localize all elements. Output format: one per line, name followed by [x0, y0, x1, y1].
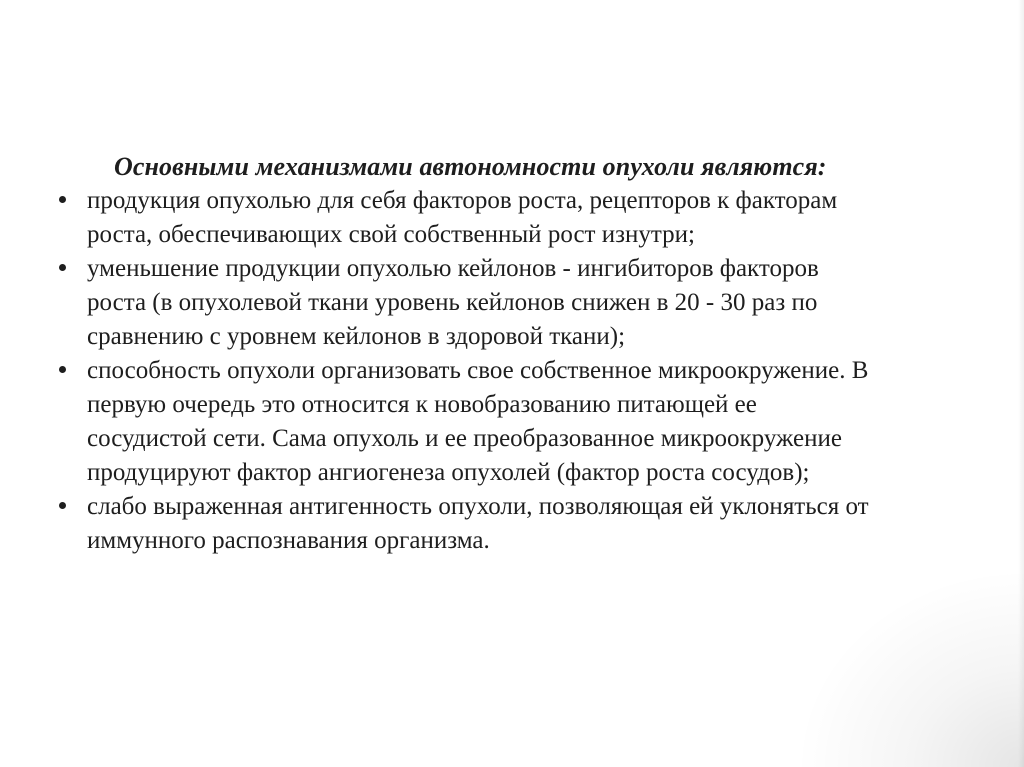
page-curl-shadow	[794, 567, 1024, 767]
slide-heading: Основными механизмами автономности опухоли являются:	[114, 152, 827, 181]
bullet-text-line: продукция опухолью для себя факторов роста, рецепторов к факторам	[87, 187, 838, 214]
bullet-text-line: иммунного распознавания организма.	[87, 527, 490, 554]
bullet-text-line: первую очередь это относится к новобразованию питающей ее	[87, 391, 757, 418]
bullet-text-line: продуцируют фактор ангиогенеза опухолей (фактор роста сосудов);	[87, 459, 810, 486]
bullet-text-line: сосудистой сети. Сама опухоль и ее преобразованное микроокружение	[87, 425, 842, 452]
slide-content	[58, 150, 993, 558]
bullet-text-line: роста (в опухолевой ткани уровень кейлонов снижен в 20 - 30 раз по	[87, 289, 818, 316]
bullet-text-line: слабо выраженная антигенность опухоли, позволяющая ей уклоняться от	[87, 493, 869, 520]
bullet-dot-icon	[58, 490, 74, 524]
bullet-dot-icon	[58, 252, 74, 286]
bullet-item	[58, 354, 993, 490]
bullet-text-line: способность опухоли организовать свое собственное микроокружение. В	[87, 357, 869, 384]
bullet-text-line: роста, обеспечивающих свой собственный рост изнутри;	[87, 221, 695, 248]
bullet-text-line: сравнению с уровнем кейлонов в здоровой ткани);	[87, 323, 626, 350]
bullet-item	[58, 252, 993, 354]
bullet-item	[58, 490, 993, 558]
bullet-list	[58, 184, 993, 558]
bullet-item	[58, 184, 993, 252]
bullet-text-line: уменьшение продукции опухолью кейлонов - ингибиторов факторов	[87, 255, 819, 282]
bullet-dot-icon	[58, 184, 74, 218]
bullet-dot-icon	[58, 354, 74, 388]
